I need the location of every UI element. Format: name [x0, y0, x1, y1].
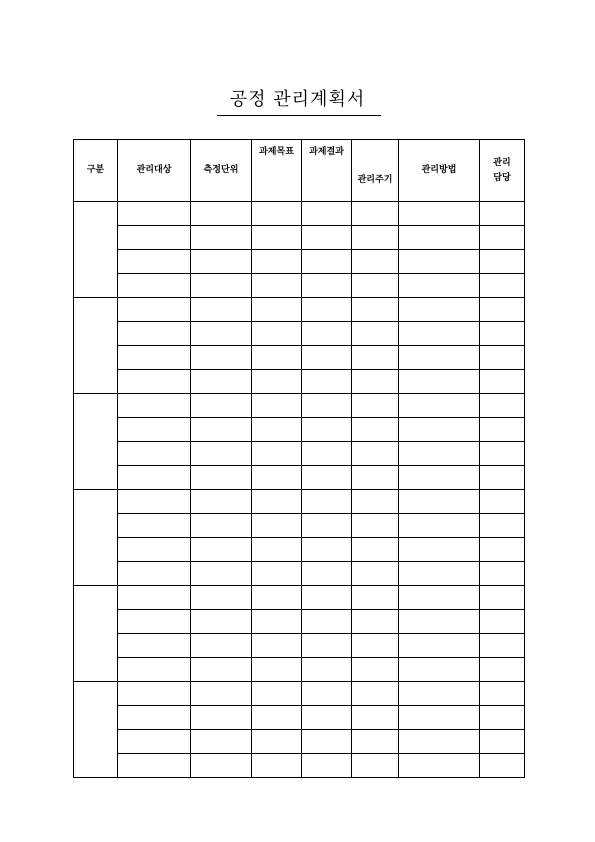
- cycle-cell[interactable]: [352, 274, 399, 298]
- header-cycle: 관리주기: [352, 140, 399, 202]
- owner-cell[interactable]: [480, 682, 525, 706]
- result-cell[interactable]: [302, 370, 352, 394]
- table-row: [74, 610, 525, 634]
- category-cell[interactable]: [74, 298, 118, 394]
- header-owner-line1: 관리: [493, 157, 511, 168]
- cycle-cell[interactable]: [352, 250, 399, 274]
- cycle-cell[interactable]: [352, 226, 399, 250]
- result-cell[interactable]: [302, 322, 352, 346]
- cycle-cell[interactable]: [352, 586, 399, 610]
- cycle-cell[interactable]: [352, 418, 399, 442]
- method-cell[interactable]: [399, 490, 480, 514]
- goal-cell[interactable]: [252, 586, 302, 610]
- goal-cell[interactable]: [252, 202, 302, 226]
- category-cell[interactable]: [74, 202, 118, 298]
- unit-cell[interactable]: [191, 706, 252, 730]
- cycle-cell[interactable]: [352, 658, 399, 682]
- result-cell[interactable]: [302, 346, 352, 370]
- owner-cell[interactable]: [480, 490, 525, 514]
- unit-cell[interactable]: [191, 202, 252, 226]
- cycle-cell[interactable]: [352, 754, 399, 778]
- target-cell[interactable]: [118, 682, 191, 706]
- owner-cell[interactable]: [480, 658, 525, 682]
- unit-cell[interactable]: [191, 466, 252, 490]
- cycle-cell[interactable]: [352, 562, 399, 586]
- process-management-plan-table: [73, 139, 525, 778]
- result-cell[interactable]: [302, 658, 352, 682]
- result-cell[interactable]: [302, 634, 352, 658]
- result-cell[interactable]: [302, 274, 352, 298]
- result-cell[interactable]: [302, 682, 352, 706]
- target-cell[interactable]: [118, 730, 191, 754]
- goal-cell[interactable]: [252, 706, 302, 730]
- header-goal: 과제목표: [252, 140, 302, 202]
- method-cell[interactable]: [399, 514, 480, 538]
- result-cell[interactable]: [302, 730, 352, 754]
- table-row: [74, 562, 525, 586]
- unit-cell[interactable]: [191, 658, 252, 682]
- owner-cell[interactable]: [480, 730, 525, 754]
- cycle-cell[interactable]: [352, 298, 399, 322]
- result-cell[interactable]: [302, 466, 352, 490]
- result-cell[interactable]: [302, 562, 352, 586]
- cycle-cell[interactable]: [352, 730, 399, 754]
- table-row: [74, 538, 525, 562]
- method-cell[interactable]: [399, 562, 480, 586]
- goal-cell[interactable]: [252, 346, 302, 370]
- result-cell[interactable]: [302, 418, 352, 442]
- result-cell[interactable]: [302, 394, 352, 418]
- method-cell[interactable]: [399, 370, 480, 394]
- table-row: [74, 706, 525, 730]
- owner-cell[interactable]: [480, 202, 525, 226]
- cycle-cell[interactable]: [352, 514, 399, 538]
- owner-cell[interactable]: [480, 538, 525, 562]
- owner-cell[interactable]: [480, 250, 525, 274]
- target-cell[interactable]: [118, 322, 191, 346]
- cycle-cell[interactable]: [352, 634, 399, 658]
- unit-cell[interactable]: [191, 610, 252, 634]
- title-underline: [217, 115, 381, 116]
- target-cell[interactable]: [118, 418, 191, 442]
- target-cell[interactable]: [118, 346, 191, 370]
- method-cell[interactable]: [399, 250, 480, 274]
- table-row: [74, 418, 525, 442]
- cycle-cell[interactable]: [352, 322, 399, 346]
- result-cell[interactable]: [302, 202, 352, 226]
- target-cell[interactable]: [118, 610, 191, 634]
- unit-cell[interactable]: [191, 634, 252, 658]
- document-title: 공정 관리계획서: [229, 89, 366, 110]
- result-cell[interactable]: [302, 298, 352, 322]
- table-row: [74, 274, 525, 298]
- unit-cell[interactable]: [191, 418, 252, 442]
- table-row: [74, 754, 525, 778]
- goal-cell[interactable]: [252, 658, 302, 682]
- method-cell[interactable]: [399, 394, 480, 418]
- target-cell[interactable]: [118, 658, 191, 682]
- cycle-cell[interactable]: [352, 202, 399, 226]
- target-cell[interactable]: [118, 250, 191, 274]
- goal-cell[interactable]: [252, 562, 302, 586]
- target-cell[interactable]: [118, 226, 191, 250]
- goal-cell[interactable]: [252, 538, 302, 562]
- category-cell[interactable]: [74, 586, 118, 682]
- target-cell[interactable]: [118, 274, 191, 298]
- result-cell[interactable]: [302, 706, 352, 730]
- unit-cell[interactable]: [191, 490, 252, 514]
- cycle-cell[interactable]: [352, 394, 399, 418]
- unit-cell[interactable]: [191, 370, 252, 394]
- table-row: [74, 298, 525, 322]
- goal-cell[interactable]: [252, 226, 302, 250]
- target-cell[interactable]: [118, 202, 191, 226]
- unit-cell[interactable]: [191, 538, 252, 562]
- result-cell[interactable]: [302, 538, 352, 562]
- method-cell[interactable]: [399, 322, 480, 346]
- unit-cell[interactable]: [191, 298, 252, 322]
- target-cell[interactable]: [118, 538, 191, 562]
- result-cell[interactable]: [302, 490, 352, 514]
- target-cell[interactable]: [118, 370, 191, 394]
- owner-cell[interactable]: [480, 274, 525, 298]
- header-unit: 측정단위: [191, 140, 252, 202]
- owner-cell[interactable]: [480, 418, 525, 442]
- table-row: [74, 682, 525, 706]
- owner-cell[interactable]: [480, 322, 525, 346]
- method-cell[interactable]: [399, 586, 480, 610]
- cycle-cell[interactable]: [352, 706, 399, 730]
- method-cell[interactable]: [399, 202, 480, 226]
- table-row: [74, 442, 525, 466]
- cycle-cell[interactable]: [352, 490, 399, 514]
- goal-cell[interactable]: [252, 298, 302, 322]
- goal-cell[interactable]: [252, 370, 302, 394]
- owner-cell[interactable]: [480, 634, 525, 658]
- header-result: 과제결과: [302, 140, 352, 202]
- unit-cell[interactable]: [191, 442, 252, 466]
- method-cell[interactable]: [399, 754, 480, 778]
- target-cell[interactable]: [118, 490, 191, 514]
- goal-cell[interactable]: [252, 274, 302, 298]
- goal-cell[interactable]: [252, 322, 302, 346]
- table-row: [74, 370, 525, 394]
- result-cell[interactable]: [302, 586, 352, 610]
- table-row: [74, 466, 525, 490]
- goal-cell[interactable]: [252, 610, 302, 634]
- target-cell[interactable]: [118, 298, 191, 322]
- cycle-cell[interactable]: [352, 610, 399, 634]
- owner-cell[interactable]: [480, 442, 525, 466]
- cycle-cell[interactable]: [352, 682, 399, 706]
- table-row: [74, 226, 525, 250]
- table-row: [74, 394, 525, 418]
- unit-cell[interactable]: [191, 754, 252, 778]
- unit-cell[interactable]: [191, 226, 252, 250]
- owner-cell[interactable]: [480, 346, 525, 370]
- unit-cell[interactable]: [191, 514, 252, 538]
- header-target: 관리대상: [118, 140, 191, 202]
- header-method: 관리방법: [399, 140, 480, 202]
- table-row: [74, 346, 525, 370]
- owner-cell[interactable]: [480, 226, 525, 250]
- target-cell[interactable]: [118, 442, 191, 466]
- method-cell[interactable]: [399, 658, 480, 682]
- goal-cell[interactable]: [252, 394, 302, 418]
- table-body: [74, 202, 525, 778]
- goal-cell[interactable]: [252, 490, 302, 514]
- target-cell[interactable]: [118, 706, 191, 730]
- table-row: [74, 658, 525, 682]
- header-category: 구분: [74, 140, 118, 202]
- unit-cell[interactable]: [191, 562, 252, 586]
- goal-cell[interactable]: [252, 514, 302, 538]
- owner-cell[interactable]: [480, 514, 525, 538]
- method-cell[interactable]: [399, 610, 480, 634]
- owner-cell[interactable]: [480, 562, 525, 586]
- owner-cell[interactable]: [480, 586, 525, 610]
- unit-cell[interactable]: [191, 682, 252, 706]
- unit-cell[interactable]: [191, 394, 252, 418]
- owner-cell[interactable]: [480, 466, 525, 490]
- method-cell[interactable]: [399, 274, 480, 298]
- result-cell[interactable]: [302, 610, 352, 634]
- owner-cell[interactable]: [480, 298, 525, 322]
- goal-cell[interactable]: [252, 634, 302, 658]
- owner-cell[interactable]: [480, 610, 525, 634]
- table-row: [74, 490, 525, 514]
- method-cell[interactable]: [399, 634, 480, 658]
- target-cell[interactable]: [118, 514, 191, 538]
- result-cell[interactable]: [302, 442, 352, 466]
- category-cell[interactable]: [74, 394, 118, 490]
- header-owner-line2: 담당: [493, 172, 511, 183]
- method-cell[interactable]: [399, 346, 480, 370]
- cycle-cell[interactable]: [352, 370, 399, 394]
- result-cell[interactable]: [302, 250, 352, 274]
- table-row: [74, 634, 525, 658]
- goal-cell[interactable]: [252, 754, 302, 778]
- method-cell[interactable]: [399, 730, 480, 754]
- owner-cell[interactable]: [480, 706, 525, 730]
- category-cell[interactable]: [74, 490, 118, 586]
- result-cell[interactable]: [302, 226, 352, 250]
- cycle-cell[interactable]: [352, 466, 399, 490]
- result-cell[interactable]: [302, 754, 352, 778]
- header-owner: [480, 140, 525, 202]
- cycle-cell[interactable]: [352, 442, 399, 466]
- goal-cell[interactable]: [252, 442, 302, 466]
- unit-cell[interactable]: [191, 346, 252, 370]
- target-cell[interactable]: [118, 562, 191, 586]
- owner-cell[interactable]: [480, 754, 525, 778]
- target-cell[interactable]: [118, 394, 191, 418]
- goal-cell[interactable]: [252, 466, 302, 490]
- table-row: [74, 250, 525, 274]
- target-cell[interactable]: [118, 754, 191, 778]
- target-cell[interactable]: [118, 634, 191, 658]
- method-cell[interactable]: [399, 466, 480, 490]
- result-cell[interactable]: [302, 514, 352, 538]
- method-cell[interactable]: [399, 538, 480, 562]
- method-cell[interactable]: [399, 442, 480, 466]
- table-row: [74, 586, 525, 610]
- method-cell[interactable]: [399, 418, 480, 442]
- target-cell[interactable]: [118, 586, 191, 610]
- goal-cell[interactable]: [252, 250, 302, 274]
- table-row: [74, 730, 525, 754]
- goal-cell[interactable]: [252, 682, 302, 706]
- unit-cell[interactable]: [191, 586, 252, 610]
- owner-cell[interactable]: [480, 370, 525, 394]
- category-cell[interactable]: [74, 682, 118, 778]
- unit-cell[interactable]: [191, 322, 252, 346]
- method-cell[interactable]: [399, 226, 480, 250]
- goal-cell[interactable]: [252, 730, 302, 754]
- owner-cell[interactable]: [480, 394, 525, 418]
- method-cell[interactable]: [399, 706, 480, 730]
- method-cell[interactable]: [399, 682, 480, 706]
- table-row: [74, 322, 525, 346]
- table-row: [74, 514, 525, 538]
- unit-cell[interactable]: [191, 250, 252, 274]
- unit-cell[interactable]: [191, 730, 252, 754]
- unit-cell[interactable]: [191, 274, 252, 298]
- cycle-cell[interactable]: [352, 538, 399, 562]
- method-cell[interactable]: [399, 298, 480, 322]
- target-cell[interactable]: [118, 466, 191, 490]
- cycle-cell[interactable]: [352, 346, 399, 370]
- table-row: [74, 202, 525, 226]
- goal-cell[interactable]: [252, 418, 302, 442]
- header-row: [74, 140, 525, 202]
